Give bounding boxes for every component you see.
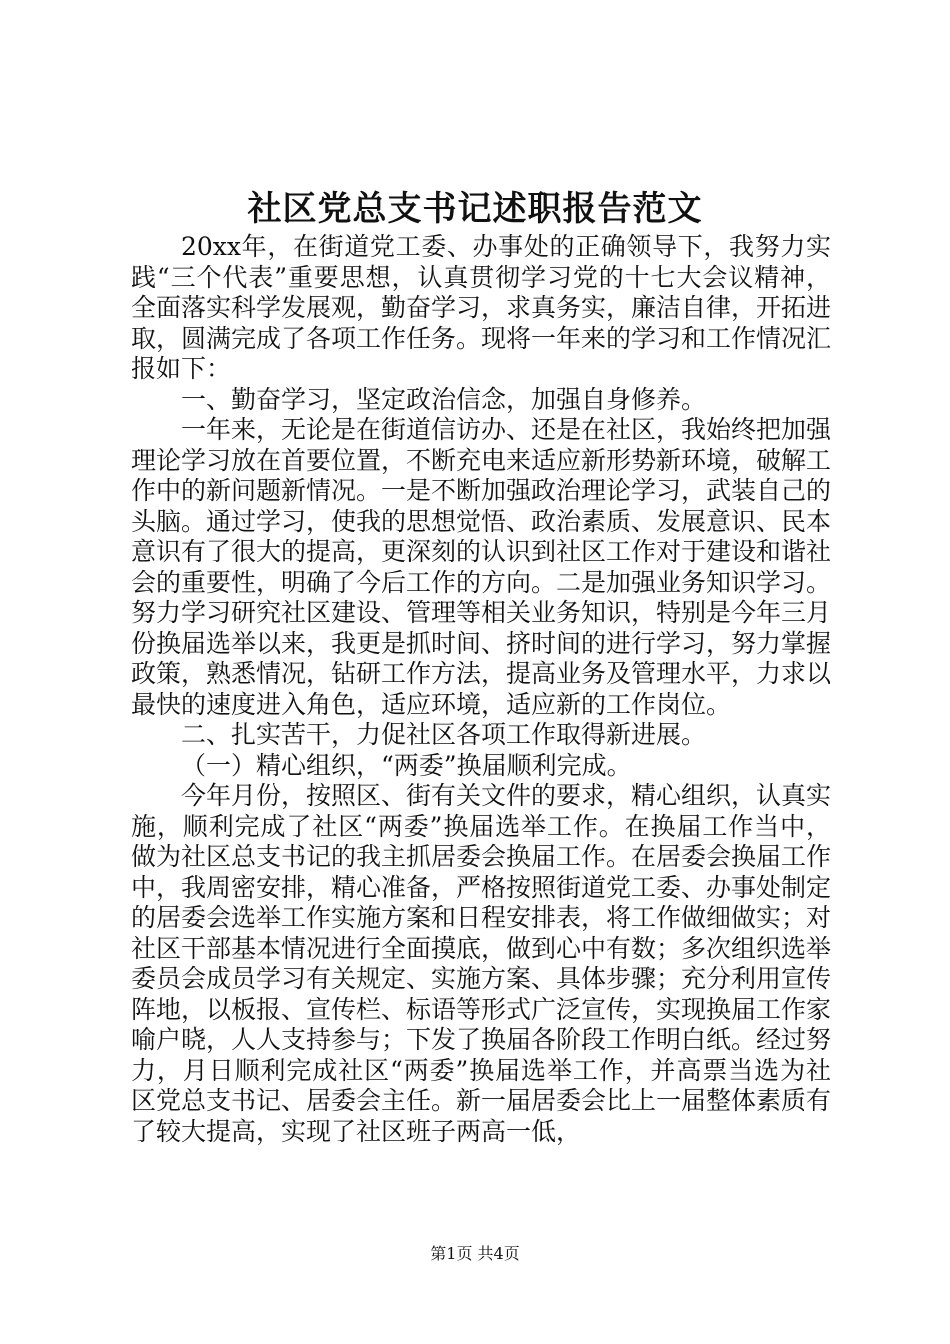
paragraph-election: 今年月份，按照区、街有关文件的要求，精心组织，认真实施，顺利完成了社区“两委”换届选举工作。在换届工作当中，做为社区总支书记的我主抓居委会换届工作。在居委会换届工作中，我周密安排，精心准备，严格按照街道党工委、办事处制定的居委会选举工作实施方案和日程安排表，将工作做细做实；对社区干部基本情况进行全面摸底，做到心中有数；多次组织选举委员会成员学习有关规定、实施方案、具体步骤；充分利用宣传阵地，以板报、宣传栏、标语等形式广泛宣传，实现换届工作家喻户晓，人人支持参与；下发了换届各阶段工作明白纸。经过努力，月日顺利完成社区“两委”换届选举工作，并高票当选为社区党总支书记、居委会主任。新一届居委会比上一届整体素质有了较大提高，实现了社区班子两高一低，: [131, 781, 832, 1146]
section-heading-1: 一、勤奋学习，坚定政治信念，加强自身修养。: [181, 384, 707, 414]
paragraph-intro: 20xx年，在街道党工委、办事处的正确领导下，我努力实践“三个代表”重要思想，认真贯彻学习党的十七大会议精神，全面落实科学发展观，勤奋学习，求真务实，廉洁自律，开拓进取，圆满完成了各项工作任务。现将一年来的学习和工作情况汇报如下：: [131, 232, 832, 383]
subsection-heading-1: （一）精心组织，“两委”换届顺利完成。: [181, 750, 632, 780]
section-heading-2: 二、扎实苦干，力促社区各项工作取得新进展。: [181, 720, 707, 749]
document-title: 社区党总支书记述职报告范文: [247, 189, 703, 229]
paragraph-study: 一年来，无论是在街道信访办、还是在社区，我始终把加强理论学习放在首要位置，不断充电来适应新形势新环境，破解工作中的新问题新情况。一是不断加强政治理论学习，武装自己的头脑。通过学习，使我的思想觉悟、政治素质、发展意识、民本意识有了很大的提高，更深刻的认识到社区工作对于建设和谐社会的重要性，明确了今后工作的方向。二是加强业务知识学习。努力学习研究社区建设、管理等相关业务知识，特别是今年三月份换届选举以来，我更是抓时间、挤时间的进行学习，努力掌握政策，熟悉情况，钻研工作方法，提高业务及管理水平，力求以最快的速度进入角色，适应环境，适应新的工作岗位。: [131, 415, 832, 719]
page-footer: 第1页 共4页: [430, 1244, 520, 1263]
document-body: [131, 232, 831, 1147]
